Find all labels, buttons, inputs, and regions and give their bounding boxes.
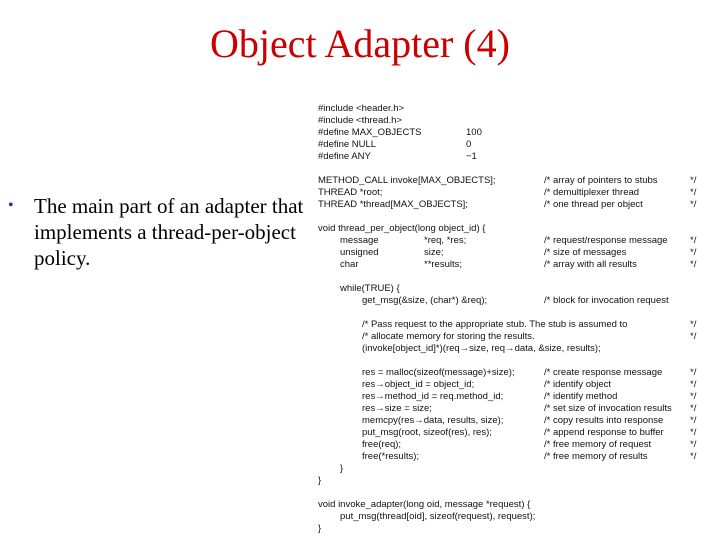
- code-comment: /* free memory of request: [544, 439, 652, 450]
- code-comment: /* block for invocation request: [544, 295, 669, 306]
- code-line: METHOD_CALL invoke[MAX_OBJECTS];: [318, 175, 496, 186]
- code-line: res→object_id = object_id;: [362, 379, 475, 390]
- code-value: −1: [466, 151, 477, 162]
- comment-end: */: [690, 331, 697, 342]
- code-line: #define NULL: [318, 139, 377, 150]
- code-line: res→size = size;: [362, 403, 432, 414]
- comment-end: */: [690, 415, 697, 426]
- code-line: res = malloc(sizeof(message)+size);: [362, 367, 515, 378]
- code-line: free(req);: [362, 439, 402, 450]
- code-comment: /* identify method: [544, 391, 618, 402]
- comment-end: */: [690, 259, 697, 270]
- code-comment: /* array with all results: [544, 259, 637, 270]
- comment-end: */: [690, 247, 697, 258]
- comment-end: */: [690, 379, 697, 390]
- comment-end: */: [690, 451, 697, 462]
- code-line: res→method_id = req.method_id;: [362, 391, 504, 402]
- code-line: size;: [424, 247, 444, 258]
- code-line: while(TRUE) {: [340, 283, 400, 294]
- comment-end: */: [690, 427, 697, 438]
- comment-end: */: [690, 403, 697, 414]
- code-line: void thread_per_object(long object_id) {: [318, 223, 486, 234]
- code-comment: /* identify object: [544, 379, 612, 390]
- slide-title: Object Adapter (4): [210, 21, 510, 66]
- code-comment: /* set size of invocation results: [544, 403, 672, 414]
- code-line: char: [340, 259, 359, 270]
- code-line: put_msg(thread[oid], sizeof(request), request);: [340, 511, 536, 522]
- code-line: (invoke[object_id]*)(req→size, req→data, &size, results);: [362, 343, 601, 354]
- code-comment: /* request/response message: [544, 235, 668, 246]
- comment-end: */: [690, 319, 697, 330]
- code-line: put_msg(root, sizeof(res), res);: [362, 427, 492, 438]
- code-line: #define ANY: [318, 151, 371, 162]
- code-comment: /* one thread per object: [544, 199, 643, 210]
- code-line: THREAD *root;: [318, 187, 383, 198]
- comment-end: */: [690, 391, 697, 402]
- code-line: memcpy(res→data, results, size);: [362, 415, 504, 426]
- code-comment: /* size of messages: [544, 247, 627, 258]
- code-line: *req, *res;: [424, 235, 467, 246]
- code-comment: /* free memory of results: [544, 451, 648, 462]
- code-line: void invoke_adapter(long oid, message *request) {: [318, 499, 531, 510]
- code-line: }: [340, 463, 344, 474]
- comment-end: */: [690, 187, 697, 198]
- bullet-icon: •: [8, 197, 14, 214]
- code-comment: /* allocate memory for storing the results.: [362, 331, 535, 342]
- code-line: message: [340, 235, 379, 246]
- comment-end: */: [690, 199, 697, 210]
- code-line: THREAD *thread[MAX_OBJECTS];: [318, 199, 468, 210]
- code-comment: /* Pass request to the appropriate stub. The stub is assumed to: [362, 319, 628, 330]
- code-line: #include <header.h>: [318, 103, 405, 114]
- code-value: 100: [466, 127, 482, 138]
- comment-end: */: [690, 439, 697, 450]
- comment-end: */: [690, 235, 697, 246]
- code-line: unsigned: [340, 247, 379, 258]
- code-comment: /* demultiplexer thread: [544, 187, 640, 198]
- comment-end: */: [690, 367, 697, 378]
- code-comment: /* append response to buffer: [544, 427, 664, 438]
- code-line: }: [318, 523, 322, 534]
- bullet-text: The main part of an adapter that implements a thread-per-object policy.: [34, 194, 304, 270]
- code-comment: /* copy results into response: [544, 415, 664, 426]
- code-line: get_msg(&size, (char*) &req);: [362, 295, 488, 306]
- code-line: **results;: [424, 259, 463, 270]
- code-line: #define MAX_OBJECTS: [318, 127, 422, 138]
- comment-end: */: [690, 175, 697, 186]
- code-line: }: [318, 475, 322, 486]
- code-line: free(*results);: [362, 451, 420, 462]
- code-line: #include <thread.h>: [318, 115, 402, 126]
- code-comment: /* create response message: [544, 367, 663, 378]
- code-comment: /* array of pointers to stubs: [544, 175, 658, 186]
- code-listing: [318, 103, 718, 538]
- code-value: 0: [466, 139, 472, 150]
